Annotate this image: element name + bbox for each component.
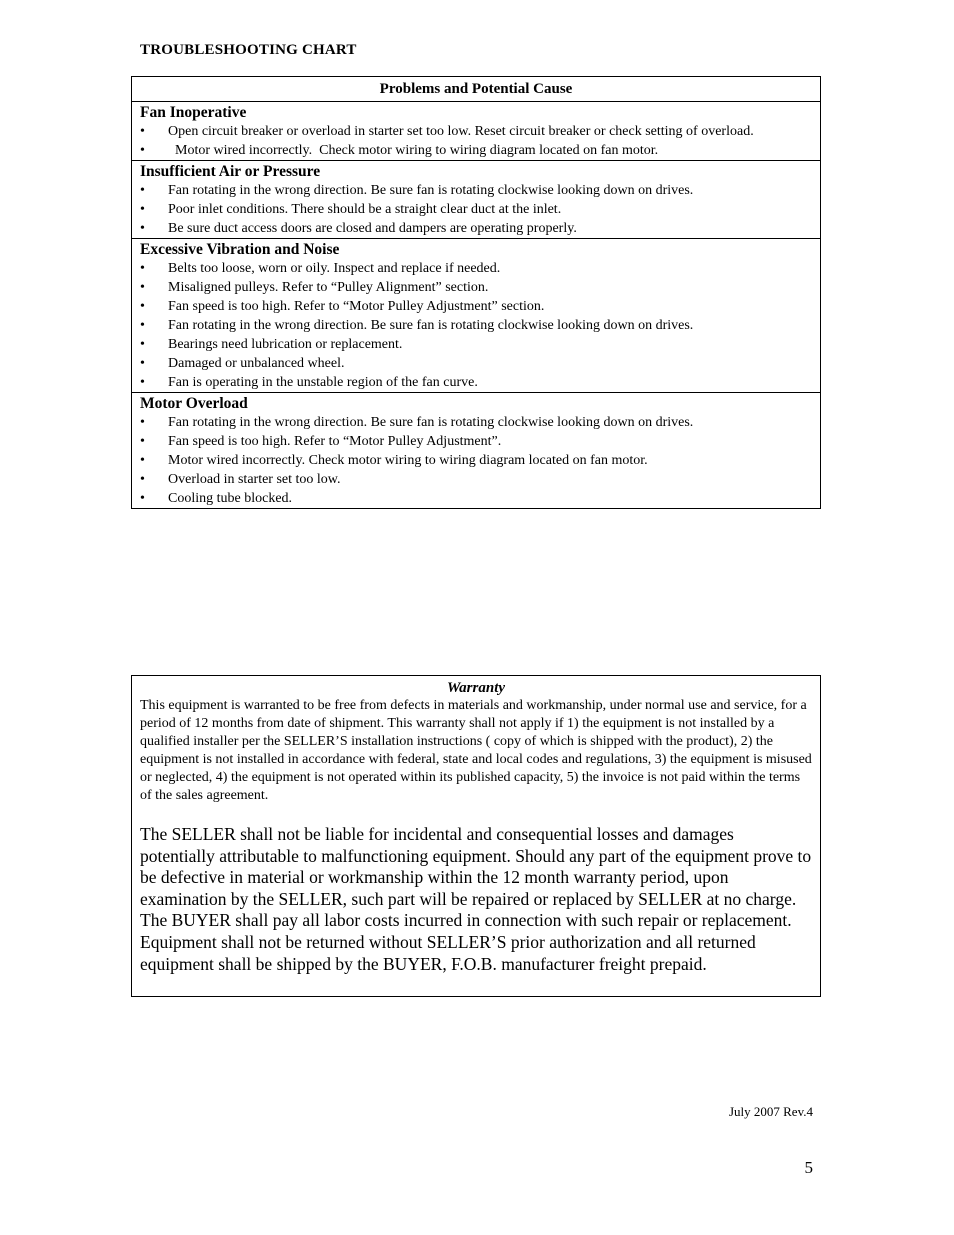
list-item: • Fan is operating in the unstable region of the fan curve.: [140, 374, 812, 392]
list-item: • Misaligned pulleys. Refer to “Pulley Alignment” section.: [140, 279, 812, 297]
list-item: • Fan rotating in the wrong direction. Be sure fan is rotating clockwise looking down on drives.: [140, 317, 812, 335]
list-item: • Fan speed is too high. Refer to “Motor Pulley Adjustment” section.: [140, 298, 812, 316]
list-item: • Belts too loose, worn or oily. Inspect and replace if needed.: [140, 260, 812, 278]
page-number: 5: [804, 1158, 813, 1177]
list-item: • Overload in starter set too low.: [140, 471, 812, 489]
list-item: • Poor inlet conditions. There should be a straight clear duct at the inlet.: [140, 201, 812, 219]
section-fan-inoperative: [132, 103, 820, 161]
warranty-box: [131, 675, 821, 997]
section-title: Fan Inoperative: [140, 104, 247, 121]
warranty-terms: This equipment is warranted to be free from defects in materials and workmanship, under normal use and service, for a period of 12 months from date of shipment. This warranty shall not apply if 1) the equipment is not installed by a qualified installer per the SELLER’S installation instructions ( copy of which is shipped with the product), 2) the equipment is not installed in accordance with federal, state and local codes and regulations, 3) the equipment is misused or neglected, 4) the equipment is not operated within its published capacity, 5) the invoice is not paid within the terms of the sales agreement.: [140, 698, 812, 803]
cause-list: [140, 414, 812, 508]
list-item: • Motor wired incorrectly. Check motor wiring to wiring diagram located on fan motor.: [140, 142, 812, 160]
warranty-title: Warranty: [446, 680, 506, 696]
list-item: • Motor wired incorrectly. Check motor wiring to wiring diagram located on fan motor.: [140, 452, 812, 470]
section-title: Insufficient Air or Pressure: [140, 163, 321, 180]
section-title: Excessive Vibration and Noise: [140, 241, 340, 258]
section-excessive-vibration: [132, 240, 820, 393]
cause-list: [140, 123, 812, 160]
list-item: • Fan rotating in the wrong direction. Be sure fan is rotating clockwise looking down on drives.: [140, 414, 812, 432]
section-title: Motor Overload: [140, 395, 248, 412]
troubleshooting-chart: [131, 76, 821, 509]
list-item: • Damaged or unbalanced wheel.: [140, 355, 812, 373]
list-item: • Bearings need lubrication or replacement.: [140, 336, 812, 354]
list-item: • Fan speed is too high. Refer to “Motor Pulley Adjustment”.: [140, 433, 812, 451]
list-item: • Be sure duct access doors are closed and dampers are operating properly.: [140, 220, 812, 238]
warranty-liability: The SELLER shall not be liable for incidental and consequential losses and damages potentially attributable to malfunctioning equipment. Should any part of the equipment prove to be defective in material or workmanship within the 12 month warranty period, upon examination by the SELLER, such part will be repaired or replaced by SELLER at no charge. The BUYER shall pay all labor costs incurred in connection with such repair or replacement. Equipment shall not be returned without SELLER’S prior authorization and all returned equipment shall be shipped by the BUYER, F.O.B. manufacturer freight prepaid.: [140, 824, 812, 974]
cause-list: [140, 182, 812, 238]
revision-label: July 2007 Rev.4: [728, 1104, 813, 1119]
section-motor-overload: [132, 394, 820, 508]
cause-list: [140, 260, 812, 392]
chart-header: Problems and Potential Cause: [132, 77, 820, 102]
page-heading: TROUBLESHOOTING CHART: [140, 42, 357, 58]
section-insufficient-air: [132, 162, 820, 239]
list-item: • Fan rotating in the wrong direction. Be sure fan is rotating clockwise looking down on drives.: [140, 182, 812, 200]
list-item: • Open circuit breaker or overload in starter set too low. Reset circuit breaker or check setting of overload.: [140, 123, 812, 141]
list-item: • Cooling tube blocked.: [140, 490, 812, 508]
